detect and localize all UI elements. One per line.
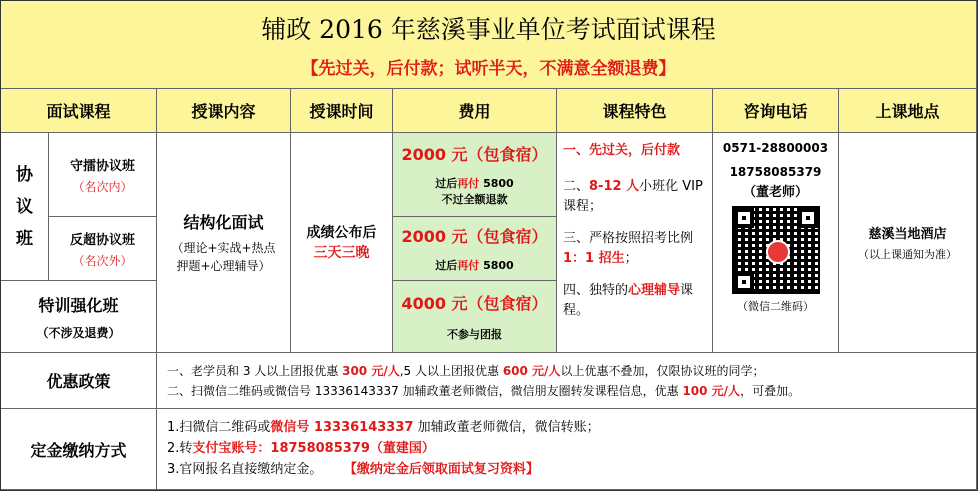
agreement-group-label — [1, 133, 49, 281]
page-subtitle: 【先过关，后付款；试听半天，不满意全额退费】 — [301, 59, 676, 79]
course-location — [839, 133, 977, 353]
content-main: 结构化面试 — [183, 213, 264, 232]
fee-price: 2000 元（包食宿） — [401, 145, 548, 164]
fee-note2: 不参与团报 — [447, 328, 502, 341]
location-note: （以上课通知为准） — [858, 248, 957, 261]
fee-note: 过后再付 5800 — [435, 259, 514, 272]
discount-line-1: 一、老学员和 3 人以上团报优惠 300 元/人,5 人以上团报优惠 600 元/人以上优惠不叠加，仅限协议班的同学； — [167, 364, 765, 378]
fee-special — [393, 281, 557, 353]
location-name: 慈溪当地酒店 — [868, 227, 947, 242]
phone-tel: 0571-28800003 — [722, 141, 829, 155]
course-features — [557, 133, 713, 353]
deposit-methods — [157, 409, 977, 490]
shouli-name: 守擂协议班 — [69, 158, 135, 174]
contact-phone — [713, 133, 839, 353]
deposit-label: 定金缴纳方式 — [1, 409, 157, 490]
deposit-line-3: 3.官网报名直接缴纳定金。 【缴纳定金后领取面试复习资料】 — [167, 462, 539, 477]
special-note: （不涉及退费） — [36, 325, 121, 340]
time-line1: 成绩公布后 — [306, 224, 377, 241]
phone-teacher: （董老师） — [742, 185, 808, 200]
header-location: 上课地点 — [839, 89, 977, 133]
fee-shouli — [393, 133, 557, 217]
feature-1: 一、先过关，后付款 — [563, 143, 681, 158]
fee-note: 过后再付 5800 — [435, 177, 514, 190]
course-content — [157, 133, 291, 353]
header-features: 课程特色 — [557, 89, 713, 133]
deposit-line-2: 2.转支付宝账号：18758085379（董建国） — [167, 441, 435, 456]
fee-price: 2000 元（包食宿） — [401, 227, 548, 246]
group-char-1: 协 — [16, 164, 33, 185]
header-course: 面试课程 — [1, 89, 157, 133]
fanchao-class — [49, 217, 157, 281]
discount-label: 优惠政策 — [1, 353, 157, 409]
header-phone: 咨询电话 — [713, 89, 839, 133]
feature-4: 四、独特的心理辅导课程。 — [563, 283, 694, 318]
content-detail: （理论+实战+热点押题+心理辅导） — [171, 241, 276, 273]
time-line2: 三天三晚 — [313, 244, 370, 261]
phone-mobile: 18758085379 — [729, 165, 822, 179]
qr-logo-icon — [766, 240, 790, 264]
shouli-class — [49, 133, 157, 217]
course-time — [291, 133, 393, 353]
discount-line-2: 二、扫微信二维码或微信号 13336143337 加辅政董老师微信，微信朋友圈转发课程信息，优惠 100 元/人，可叠加。 — [167, 384, 801, 398]
fee-note2: 不过全额退款 — [441, 193, 508, 206]
title-band — [1, 1, 977, 89]
header-time: 授课时间 — [291, 89, 393, 133]
feature-3: 三、严格按照招考比例 1：1 招生； — [563, 231, 694, 266]
group-char-3: 班 — [16, 228, 33, 249]
fanchao-note: （名次外） — [72, 253, 133, 268]
qr-caption: （微信二维码） — [737, 300, 814, 313]
group-char-2: 议 — [16, 196, 33, 217]
special-name: 特训强化班 — [38, 295, 119, 315]
header-fee: 费用 — [393, 89, 557, 133]
deposit-line-1: 1.扫微信二维码或微信号 13336143337 加辅政董老师微信，微信转账； — [167, 420, 600, 435]
fee-fanchao — [393, 217, 557, 281]
special-class — [1, 281, 157, 353]
fanchao-name: 反超协议班 — [69, 232, 135, 248]
page-title: 辅政 2016 年慈溪事业单位考试面试课程 — [261, 15, 716, 44]
wechat-qr-code — [732, 206, 820, 294]
shouli-note: （名次内） — [72, 179, 133, 194]
discount-policy — [157, 353, 977, 409]
header-content: 授课内容 — [157, 89, 291, 133]
feature-2: 二、8-12 人小班化 VIP 课程； — [563, 179, 703, 214]
fee-price: 4000 元（包食宿） — [401, 294, 548, 313]
